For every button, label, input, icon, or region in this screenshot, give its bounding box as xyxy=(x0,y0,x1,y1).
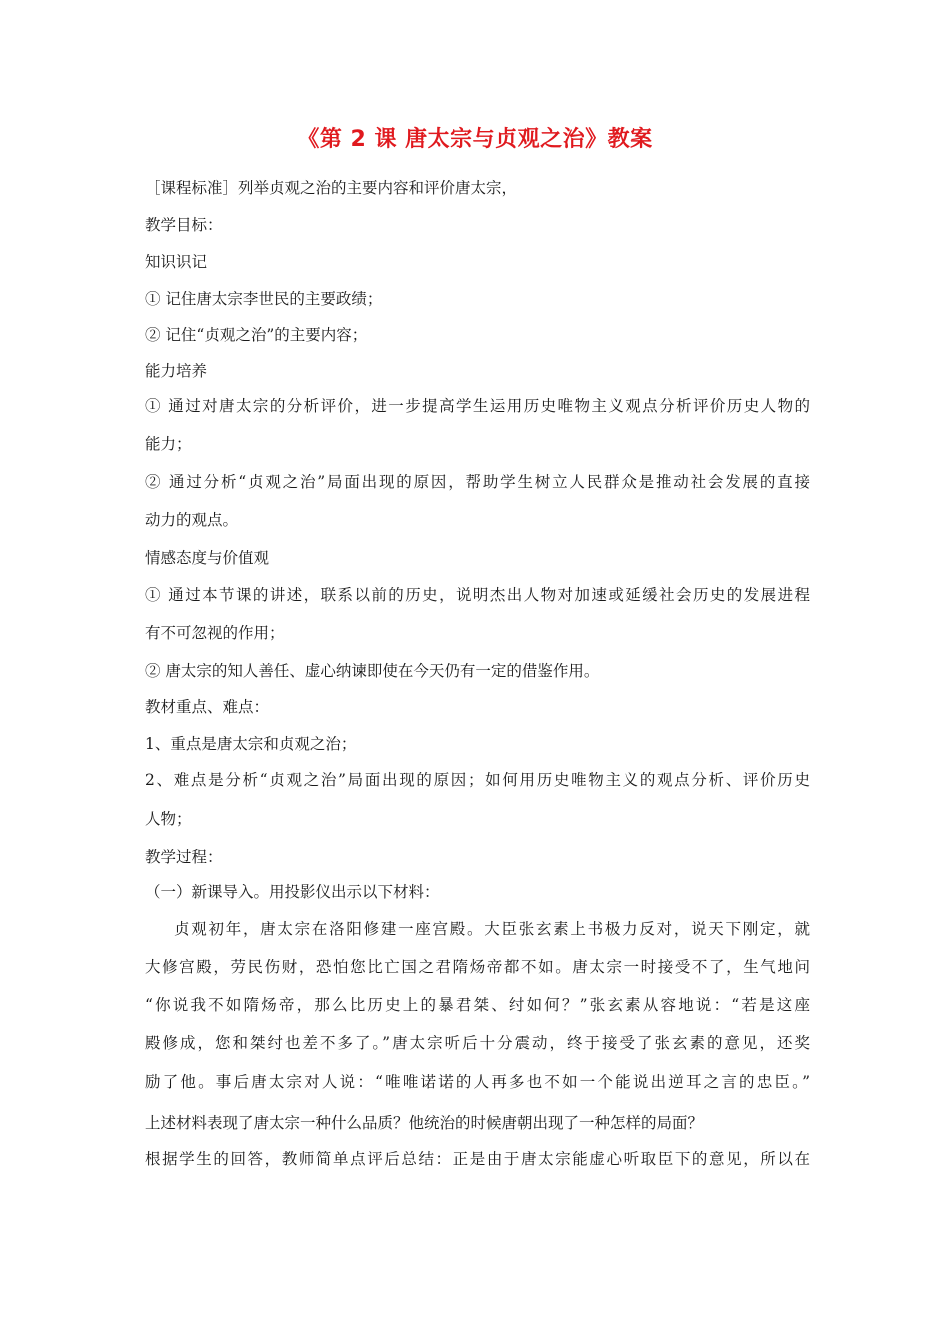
ability-item-1-line-2: 能力； xyxy=(145,435,192,453)
attitude-heading: 情感态度与价值观 xyxy=(145,549,270,567)
key-points-heading: 教材重点、难点： xyxy=(145,698,270,716)
attitude-item-1-line-2: 有不可忽视的作用； xyxy=(145,624,285,642)
document-title: 《第 2 课 唐太宗与贞观之治》教案 xyxy=(297,127,653,152)
teaching-goals-heading: 教学目标： xyxy=(145,216,223,234)
material-line-1: 贞观初年，唐太宗在洛阳修建一座宫殿。大臣张玄素上书极力反对，说天下刚定，就 xyxy=(174,920,810,938)
summary-line: 根据学生的回答，教师简单点评后总结：正是由于唐太宗能虚心听取臣下的意见，所以在 xyxy=(145,1150,810,1168)
material-line-4: 殿修成，您和桀纣也差不多了。”唐太宗听后十分震动，终于接受了张玄素的意见，还奖 xyxy=(145,1034,810,1052)
ability-item-2-line-2: 动力的观点。 xyxy=(145,511,239,529)
attitude-item-2: ② 唐太宗的知人善任、虚心纳谏即使在今天仍有一定的借鉴作用。 xyxy=(145,662,600,680)
knowledge-item-2: ② 记住“贞观之治”的主要内容； xyxy=(145,326,368,344)
key-point-2-line-2: 人物； xyxy=(145,810,192,828)
material-line-5: 励了他。事后唐太宗对人说：“唯唯诺诺的人再多也不如一个能说出逆耳之言的忠臣。” xyxy=(145,1073,810,1091)
knowledge-item-1: ① 记住唐太宗李世民的主要政绩； xyxy=(145,290,383,308)
ability-heading: 能力培养 xyxy=(145,362,208,380)
intro-step: （一）新课导入。用投影仪出示以下材料： xyxy=(145,883,440,901)
material-line-2: 大修宫殿，劳民伤财，恐怕您比亡国之君隋炀帝都不如。唐太宗一时接受不了，生气地问 xyxy=(145,958,810,976)
process-heading: 教学过程： xyxy=(145,848,223,866)
ability-item-2-line-1: ② 通过分析“贞观之治”局面出现的原因，帮助学生树立人民群众是推动社会发展的直接 xyxy=(145,473,810,491)
course-standard-line: ［课程标准］列举贞观之治的主要内容和评价唐太宗， xyxy=(145,179,518,197)
attitude-item-1-line-1: ① 通过本节课的讲述，联系以前的历史，说明杰出人物对加速或延缓社会历史的发展进程 xyxy=(145,586,810,604)
material-line-3: “你说我不如隋炀帝，那么比历史上的暴君桀、纣如何？”张玄素从容地说：“若是这座 xyxy=(145,996,810,1014)
ability-item-1-line-1: ① 通过对唐太宗的分析评价，进一步提高学生运用历史唯物主义观点分析评价历史人物的 xyxy=(145,397,810,415)
knowledge-heading: 知识识记 xyxy=(145,253,208,271)
key-point-2-line-1: 2、难点是分析“贞观之治”局面出现的原因；如何用历史唯物主义的观点分析、评价历史 xyxy=(145,771,810,789)
key-point-1: 1、重点是唐太宗和贞观之治； xyxy=(145,735,357,753)
question-line: 上述材料表现了唐太宗一种什么品质？他统治的时候唐朝出现了一种怎样的局面？ xyxy=(145,1114,704,1132)
